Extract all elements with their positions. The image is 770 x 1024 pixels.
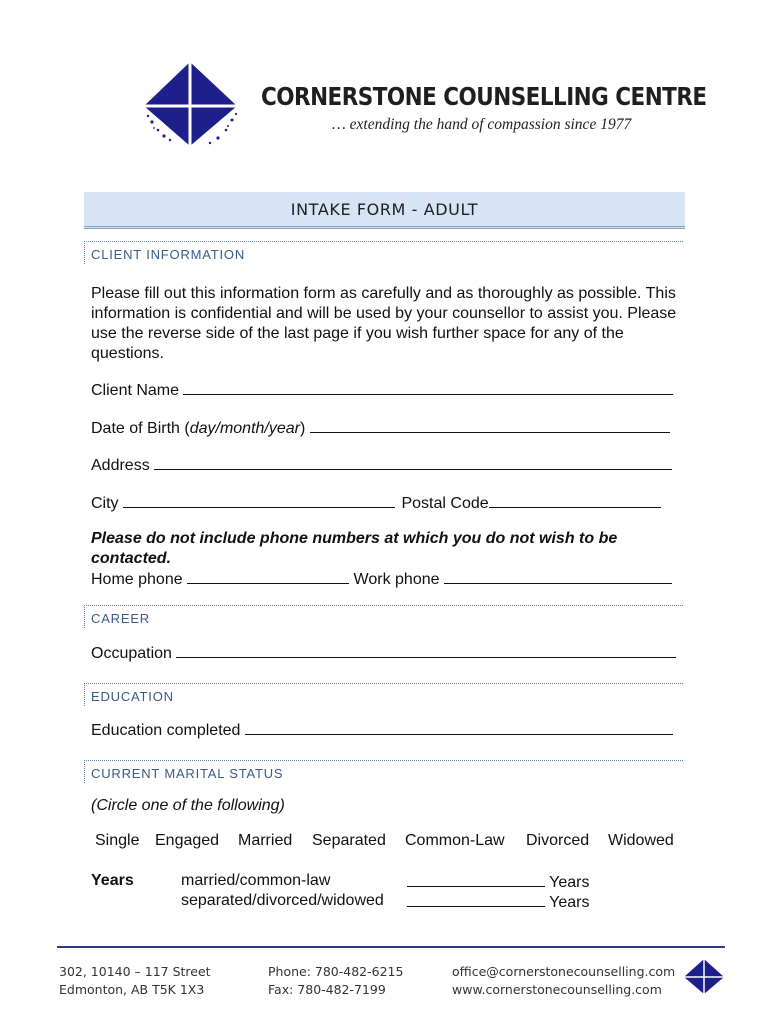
phone-row <box>91 568 672 590</box>
marital-option-single[interactable]: Single <box>95 832 140 849</box>
marital-option-married[interactable]: Married <box>238 832 293 849</box>
years-married-field[interactable] <box>407 871 545 887</box>
footer-website[interactable]: www.cornerstonecounselling.com <box>452 982 662 997</box>
home-phone-field[interactable] <box>187 568 349 584</box>
section-career <box>84 605 683 628</box>
footer-email[interactable]: office@cornerstonecounselling.com <box>452 964 676 979</box>
occupation-label: Occupation <box>91 645 172 662</box>
org-name: CORNERSTONE COUNSELLING CENTRE <box>261 82 707 111</box>
marital-option-divorced[interactable]: Divorced <box>526 832 590 849</box>
education-row <box>91 719 673 741</box>
dob-close: ) <box>299 420 306 437</box>
postal-code-label: Postal Code <box>401 495 489 512</box>
footer-phone-block <box>268 963 403 999</box>
work-phone-field[interactable] <box>444 568 672 584</box>
education-label: Education completed <box>91 722 241 739</box>
section-heading: EDUCATION <box>91 689 174 704</box>
marital-option-common-law[interactable]: Common-Law <box>405 832 505 849</box>
dob-field[interactable] <box>310 417 670 433</box>
marital-option-engaged[interactable]: Engaged <box>155 832 220 849</box>
phone-notice: Please do not include phone numbers at which you do not wish to be contacted. <box>91 530 618 567</box>
footer-phone: Phone: 780-482-6215 <box>268 964 404 979</box>
section-marital-status <box>84 760 683 783</box>
section-heading: CAREER <box>91 611 150 626</box>
dob-row <box>91 417 670 439</box>
intro-paragraph: Please fill out this information form as carefully and as thoroughly as possible. This information is confidential and will be used by your counsellor to assist you. Please use the reverse side of the last page if you wish further space for any of the questions. <box>91 285 677 362</box>
client-name-row <box>91 379 673 401</box>
marital-instruction: (Circle one of the following) <box>91 797 285 814</box>
footer-divider <box>57 946 725 948</box>
occupation-row <box>91 642 676 664</box>
city-label: City <box>91 495 119 512</box>
section-heading: CLIENT INFORMATION <box>91 247 246 262</box>
dob-format: day/month/year <box>189 420 300 437</box>
years-separated-label: separated/divorced/widowed <box>181 892 384 909</box>
section-education <box>84 683 683 706</box>
footer-diamond-logo-icon <box>682 958 726 996</box>
city-field[interactable] <box>123 492 395 508</box>
years-separated-field[interactable] <box>407 891 545 907</box>
address-field[interactable] <box>154 454 672 470</box>
org-tagline: … extending the hand of compassion since 1977 <box>332 116 632 133</box>
footer-address-line1: 302, 10140 – 117 Street <box>59 964 211 979</box>
footer-contact-block <box>452 963 675 999</box>
marital-option-separated[interactable]: Separated <box>312 832 386 849</box>
address-label: Address <box>91 457 150 474</box>
section-client-information <box>84 241 683 264</box>
marital-option-widowed[interactable]: Widowed <box>608 832 674 849</box>
form-title-bar <box>84 192 685 229</box>
client-name-field[interactable] <box>183 379 673 395</box>
address-row <box>91 454 672 476</box>
years-heading: Years <box>91 872 134 889</box>
section-heading: CURRENT MARITAL STATUS <box>91 766 284 781</box>
years-married-row <box>407 871 589 893</box>
postal-code-field[interactable] <box>489 492 661 508</box>
education-field[interactable] <box>245 719 673 735</box>
occupation-field[interactable] <box>176 642 676 658</box>
years-separated-unit: Years <box>549 894 590 911</box>
work-phone-label: Work phone <box>353 571 440 588</box>
years-married-unit: Years <box>549 874 590 891</box>
client-name-label: Client Name <box>91 382 180 399</box>
city-row <box>91 492 661 514</box>
form-title: INTAKE FORM - ADULT <box>290 200 479 219</box>
footer-address <box>59 963 211 999</box>
years-separated-row <box>407 891 589 913</box>
footer-address-line2: Edmonton, AB T5K 1X3 <box>59 982 205 997</box>
home-phone-label: Home phone <box>91 571 183 588</box>
years-married-label: married/common-law <box>181 872 331 889</box>
footer-fax: Fax: 780-482-7199 <box>268 982 386 997</box>
diamond-logo-icon <box>140 60 246 150</box>
dob-label: Date of Birth ( <box>91 420 190 437</box>
